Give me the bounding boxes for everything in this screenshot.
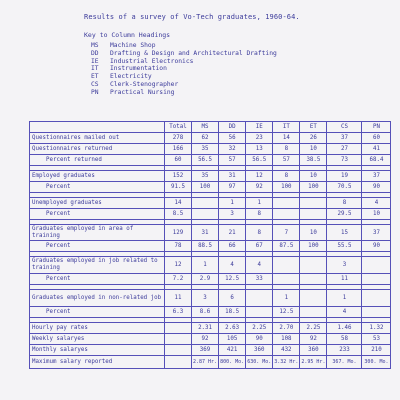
- document-title: Results of a survey of Vo-Tech graduates, 1960-64.: [84, 13, 300, 21]
- table-cell: 60: [362, 133, 391, 144]
- table-cell: 13: [246, 144, 273, 155]
- row-label: Maximum salary reported: [30, 356, 165, 369]
- row-label: Graduates employed in non-related job: [30, 290, 165, 307]
- column-header: DD: [219, 122, 246, 133]
- table-cell: 35: [192, 144, 219, 155]
- table-cell: 10: [300, 225, 327, 241]
- table-cell: 73: [327, 155, 362, 166]
- table-cell: [362, 290, 391, 307]
- table-cell: 369: [192, 345, 219, 356]
- table-cell: 2.87 Hr.: [192, 356, 219, 369]
- table-cell: 300. Mo.: [362, 356, 391, 369]
- table-cell: 23: [246, 133, 273, 144]
- table-cell: 1.32: [362, 323, 391, 334]
- column-header: IE: [246, 122, 273, 133]
- table-cell: 630. Mo.: [246, 356, 273, 369]
- table-cell: 70.5: [327, 182, 362, 193]
- row-label: Percent: [30, 274, 165, 285]
- table-row: [30, 334, 391, 345]
- table-cell: 97: [219, 182, 246, 193]
- table-cell: [300, 274, 327, 285]
- table-cell: 210: [362, 345, 391, 356]
- table-cell: 100: [192, 182, 219, 193]
- column-header: ET: [300, 122, 327, 133]
- table-cell: 15: [327, 225, 362, 241]
- table-cell: 55.5: [327, 241, 362, 252]
- table-cell: 11: [165, 290, 192, 307]
- key-item: [91, 89, 277, 97]
- table-cell: 26: [300, 133, 327, 144]
- key-name: Industrial Electronics: [110, 57, 194, 65]
- table-cell: 12: [165, 257, 192, 274]
- key-code: ET: [91, 73, 99, 81]
- table-cell: [300, 198, 327, 209]
- column-header: CS: [327, 122, 362, 133]
- table-cell: 10: [362, 209, 391, 220]
- table-cell: 3: [192, 290, 219, 307]
- table-cell: 58: [327, 334, 362, 345]
- table-cell: 2.25: [246, 323, 273, 334]
- table-cell: 57: [219, 155, 246, 166]
- table-row: [30, 198, 391, 209]
- table-row: [30, 257, 391, 274]
- table-cell: 53: [362, 334, 391, 345]
- row-label: Monthly salaryes: [30, 345, 165, 356]
- table-cell: 4: [327, 307, 362, 318]
- table-cell: 56: [219, 133, 246, 144]
- table-cell: [165, 334, 192, 345]
- table-cell: 90: [246, 334, 273, 345]
- table-cell: 10: [300, 144, 327, 155]
- table-cell: 4: [362, 198, 391, 209]
- table-row: [30, 209, 391, 220]
- table-cell: 18.5: [219, 307, 246, 318]
- table-cell: [362, 274, 391, 285]
- table-cell: 2.63: [219, 323, 246, 334]
- table-cell: [300, 209, 327, 220]
- table-cell: 56.5: [246, 155, 273, 166]
- table-cell: 90: [362, 182, 391, 193]
- table-cell: 27: [327, 144, 362, 155]
- table-cell: 19: [327, 171, 362, 182]
- row-label: Percent: [30, 241, 165, 252]
- key-code: PN: [91, 88, 99, 96]
- table-cell: 2.9: [192, 274, 219, 285]
- table-cell: 92: [300, 334, 327, 345]
- header-row: [30, 122, 391, 133]
- row-label: Percent: [30, 209, 165, 220]
- table-row: [30, 323, 391, 334]
- table-cell: 105: [219, 334, 246, 345]
- table-cell: 37: [362, 225, 391, 241]
- key-code: IE: [91, 57, 99, 65]
- table-cell: 7: [273, 225, 300, 241]
- table-cell: 3: [327, 257, 362, 274]
- table-cell: 4: [219, 257, 246, 274]
- table-cell: 12.5: [219, 274, 246, 285]
- table-cell: [300, 307, 327, 318]
- table-cell: 92: [246, 182, 273, 193]
- table-cell: 1: [327, 290, 362, 307]
- key-item: [91, 81, 277, 89]
- table-cell: 1: [192, 257, 219, 274]
- table-cell: 1: [219, 198, 246, 209]
- table-row: [30, 133, 391, 144]
- table-cell: [165, 356, 192, 369]
- key-name: Machine Shop: [110, 42, 156, 49]
- table-cell: 78: [165, 241, 192, 252]
- table-cell: 32: [219, 144, 246, 155]
- row-label: Questionnaires mailed out: [30, 133, 165, 144]
- header-blank-cell: [30, 122, 165, 133]
- table-cell: 8: [246, 225, 273, 241]
- table-cell: 14: [165, 198, 192, 209]
- survey-table: [29, 121, 391, 369]
- table-cell: 432: [273, 345, 300, 356]
- table-cell: 100: [273, 182, 300, 193]
- table-row: [30, 171, 391, 182]
- column-header: IT: [273, 122, 300, 133]
- key-code: MS: [91, 42, 99, 49]
- table-cell: [362, 257, 391, 274]
- table-cell: 88.5: [192, 241, 219, 252]
- table-cell: 2.95 Hr.: [300, 356, 327, 369]
- table-cell: 90: [362, 241, 391, 252]
- row-label: Weekly salaryes: [30, 334, 165, 345]
- key-code: DD: [91, 49, 99, 57]
- table-cell: 92: [192, 334, 219, 345]
- key-heading: Key to Column Headings: [84, 31, 171, 39]
- table-cell: 2.25: [300, 323, 327, 334]
- table-cell: [273, 198, 300, 209]
- table-cell: 3: [219, 209, 246, 220]
- table-cell: 166: [165, 144, 192, 155]
- table-cell: 10: [300, 171, 327, 182]
- table-cell: 57: [273, 155, 300, 166]
- table-cell: [165, 345, 192, 356]
- table-cell: 38.5: [300, 155, 327, 166]
- key-item: [91, 42, 277, 50]
- table-cell: 14: [273, 133, 300, 144]
- table-cell: 100: [300, 241, 327, 252]
- table-cell: 100: [300, 182, 327, 193]
- key-item: [91, 58, 277, 66]
- table-cell: [273, 274, 300, 285]
- table-cell: 8: [246, 209, 273, 220]
- table-cell: 152: [165, 171, 192, 182]
- table-cell: 33: [246, 274, 273, 285]
- table-cell: 233: [327, 345, 362, 356]
- table-cell: 87.5: [273, 241, 300, 252]
- table-cell: 3.32 Hr.: [273, 356, 300, 369]
- key-item: [91, 65, 277, 73]
- table-cell: 360: [246, 345, 273, 356]
- table-cell: 21: [219, 225, 246, 241]
- column-header: PN: [362, 122, 391, 133]
- table-cell: 11: [327, 274, 362, 285]
- table-cell: 7.2: [165, 274, 192, 285]
- table-cell: 62: [192, 133, 219, 144]
- table-cell: 37: [327, 133, 362, 144]
- key-item: [91, 50, 277, 58]
- table-row: [30, 307, 391, 318]
- table-cell: 8.6: [192, 307, 219, 318]
- table-cell: [362, 307, 391, 318]
- table-row: [30, 155, 391, 166]
- table-row: [30, 290, 391, 307]
- table-cell: 60: [165, 155, 192, 166]
- key-item: [91, 73, 277, 81]
- table-cell: 8: [327, 198, 362, 209]
- table-cell: [165, 323, 192, 334]
- table-cell: 4: [246, 257, 273, 274]
- table-row: [30, 144, 391, 155]
- key-name: Clerk-Stenographer: [110, 80, 179, 88]
- row-label: Percent: [30, 182, 165, 193]
- table-row: [30, 274, 391, 285]
- table-cell: 108: [273, 334, 300, 345]
- table-cell: 6: [219, 290, 246, 307]
- table-cell: 8.5: [165, 209, 192, 220]
- table-cell: 421: [219, 345, 246, 356]
- table-cell: 29.5: [327, 209, 362, 220]
- key-name: Electricity: [110, 73, 152, 81]
- key-list: [91, 42, 277, 97]
- table-cell: [300, 257, 327, 274]
- table-cell: [192, 198, 219, 209]
- key-code: CS: [91, 80, 99, 88]
- table-cell: 35: [192, 171, 219, 182]
- table-cell: 31: [219, 171, 246, 182]
- table-cell: 367. Mo.: [327, 356, 362, 369]
- table-cell: [300, 290, 327, 307]
- table-cell: 41: [362, 144, 391, 155]
- key-code: IT: [91, 65, 99, 73]
- row-label: Graduates employed in job related to training: [30, 257, 165, 274]
- row-label: Graduates employed in area of training: [30, 225, 165, 241]
- table-cell: 8: [273, 144, 300, 155]
- table-cell: 800. Mo.: [219, 356, 246, 369]
- table-cell: 129: [165, 225, 192, 241]
- column-header: Total: [165, 122, 192, 133]
- table-cell: 56.5: [192, 155, 219, 166]
- row-label: Unemployed graduates: [30, 198, 165, 209]
- table-cell: 1: [273, 290, 300, 307]
- table-cell: [246, 307, 273, 318]
- table-cell: 31: [192, 225, 219, 241]
- key-name: Drafting & Design and Architectural Drafting: [110, 49, 277, 57]
- table-cell: 1: [246, 198, 273, 209]
- table-cell: 2.31: [192, 323, 219, 334]
- row-label: Questionnaires returned: [30, 144, 165, 155]
- table-cell: 91.5: [165, 182, 192, 193]
- table-row: [30, 182, 391, 193]
- table-cell: 12.5: [273, 307, 300, 318]
- table-cell: [273, 209, 300, 220]
- table-cell: 66: [219, 241, 246, 252]
- table-cell: 6.3: [165, 307, 192, 318]
- table-cell: 37: [362, 171, 391, 182]
- column-header: MS: [192, 122, 219, 133]
- table-row: [30, 356, 391, 369]
- table-cell: 1.46: [327, 323, 362, 334]
- table-cell: 67: [246, 241, 273, 252]
- table-cell: [192, 209, 219, 220]
- key-name: Practical Nursing: [110, 88, 175, 96]
- table-row: [30, 241, 391, 252]
- table-cell: 2.70: [273, 323, 300, 334]
- table-cell: [246, 290, 273, 307]
- table-cell: 360: [300, 345, 327, 356]
- table-cell: 12: [246, 171, 273, 182]
- table-cell: [273, 257, 300, 274]
- table-row: [30, 225, 391, 241]
- table-cell: 278: [165, 133, 192, 144]
- table-row: [30, 345, 391, 356]
- row-label: Employed graduates: [30, 171, 165, 182]
- row-label: Hourly pay rates: [30, 323, 165, 334]
- key-name: Instrumentation: [110, 65, 167, 73]
- row-label: Percent returned: [30, 155, 165, 166]
- row-label: Percent: [30, 307, 165, 318]
- table-cell: 68.4: [362, 155, 391, 166]
- table-cell: 8: [273, 171, 300, 182]
